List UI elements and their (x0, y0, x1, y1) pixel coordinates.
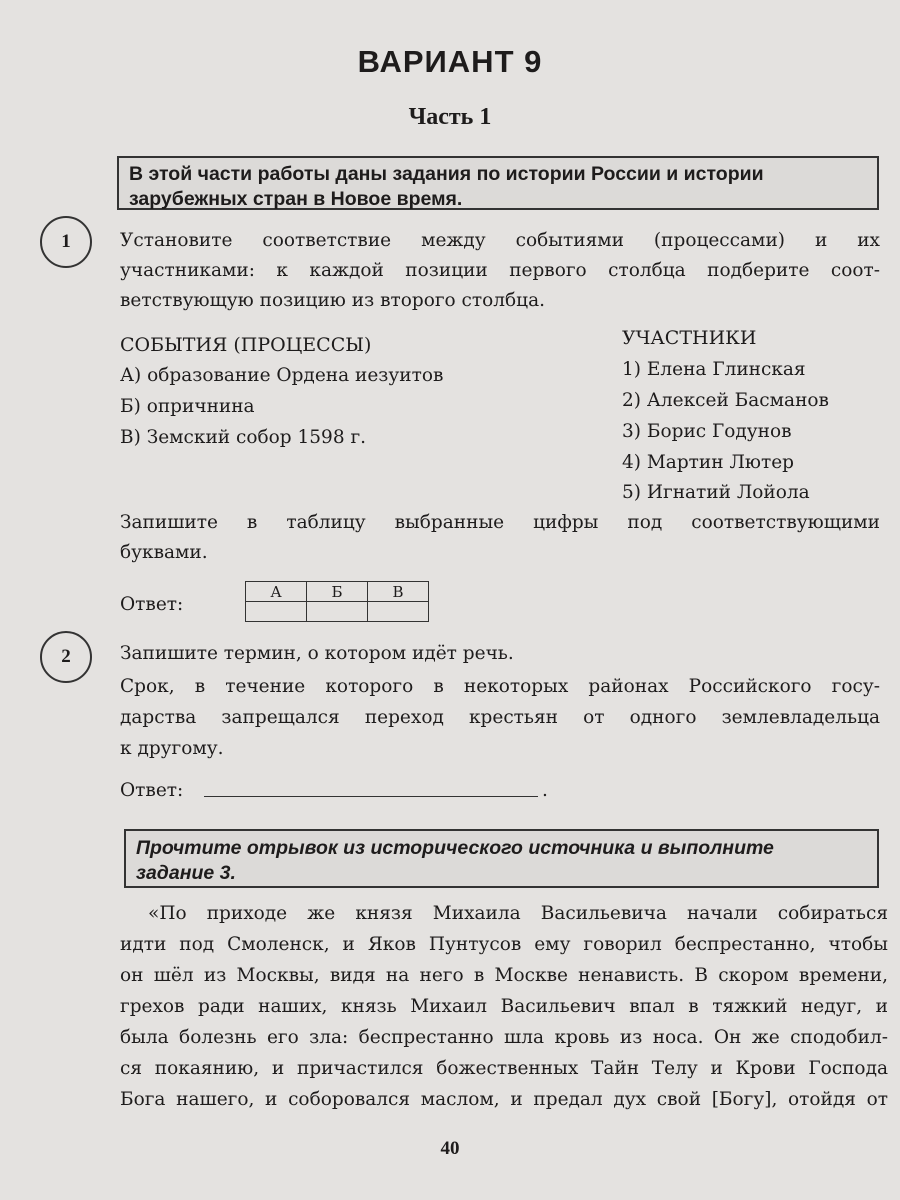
event-item: Б) опричнина (120, 396, 255, 417)
passage-line: он шёл из Москвы, видя на него в Москве ненависть. В скором времени, (120, 965, 888, 986)
answer-header: В (368, 582, 429, 602)
intro-box (117, 156, 879, 210)
events-header: СОБЫТИЯ (ПРОЦЕССЫ) (120, 334, 372, 356)
task1-text-line: ветствующую позицию из второго столбца. (120, 290, 545, 311)
passage-line: грехов ради наших, князь Михаил Васильевич впал в тяжкий недуг, и (120, 996, 888, 1017)
variant-title: ВАРИАНТ 9 (357, 44, 543, 79)
task2-text-line: Срок, в течение которого в некоторых районах Российского госу- (120, 676, 880, 697)
answer-header: Б (307, 582, 368, 602)
source-box-line: Прочтите отрывок из исторического источника и выполните (136, 837, 774, 859)
task-number-2: 2 (40, 631, 92, 683)
intro-line: зарубежных стран в Новое время. (129, 188, 463, 210)
answer-cell[interactable] (246, 602, 307, 622)
passage-line: Бога нашего, и соборовался маслом, и предал дух свой [Богу], отойдя от (120, 1089, 888, 1110)
passage-line: «По приходе же князя Михаила Васильевича начали собираться (148, 903, 888, 924)
participant-item: 1) Елена Глинская (622, 359, 806, 380)
passage-line: была болезнь его зла: беспрестанно шла кровь из носа. Он же сподобил- (120, 1027, 888, 1048)
task1-instruction: буквами. (120, 542, 208, 563)
event-item: В) Земский собор 1598 г. (120, 427, 367, 448)
task-number-1: 1 (40, 216, 92, 268)
passage-line: идти под Смоленск, и Яков Пунтусов ему говорил беспрестанно, чтобы (120, 934, 888, 955)
task1-text-line: участниками: к каждой позиции первого столбца подберите соот- (120, 260, 880, 281)
answer-label: Ответ: (120, 780, 184, 801)
participants-header: УЧАСТНИКИ (622, 327, 757, 349)
answer-line[interactable] (204, 796, 538, 797)
participant-item: 5) Игнатий Лойола (622, 482, 810, 503)
answer-table (245, 581, 429, 622)
passage-line: ся покаянию, и причастился божественных Тайн Телу и Крови Господа (120, 1058, 888, 1079)
answer-cell[interactable] (368, 602, 429, 622)
answer-cell[interactable] (307, 602, 368, 622)
task1-instruction: Запишите в таблицу выбранные цифры под соответствующими (120, 512, 880, 533)
participant-item: 3) Борис Годунов (622, 421, 792, 442)
task1-text-line: Установите соответствие между событиями (процессами) и их (120, 230, 880, 251)
intro-line: В этой части работы даны задания по истории России и истории (129, 163, 764, 185)
participant-item: 2) Алексей Басманов (622, 390, 829, 411)
source-box-line: задание 3. (136, 862, 236, 884)
part-title: Часть 1 (408, 104, 492, 130)
task2-text-line: дарства запрещался переход крестьян от одного землевладельца (120, 707, 880, 728)
answer-label: Ответ: (120, 594, 184, 615)
source-box (124, 829, 879, 888)
page-number: 40 (440, 1138, 460, 1159)
task2-text-line: Запишите термин, о котором идёт речь. (120, 643, 514, 664)
task2-text-line: к другому. (120, 738, 224, 759)
answer-period: . (542, 780, 548, 801)
answer-header: А (246, 582, 307, 602)
participant-item: 4) Мартин Лютер (622, 452, 795, 473)
event-item: А) образование Ордена иезуитов (120, 365, 444, 386)
